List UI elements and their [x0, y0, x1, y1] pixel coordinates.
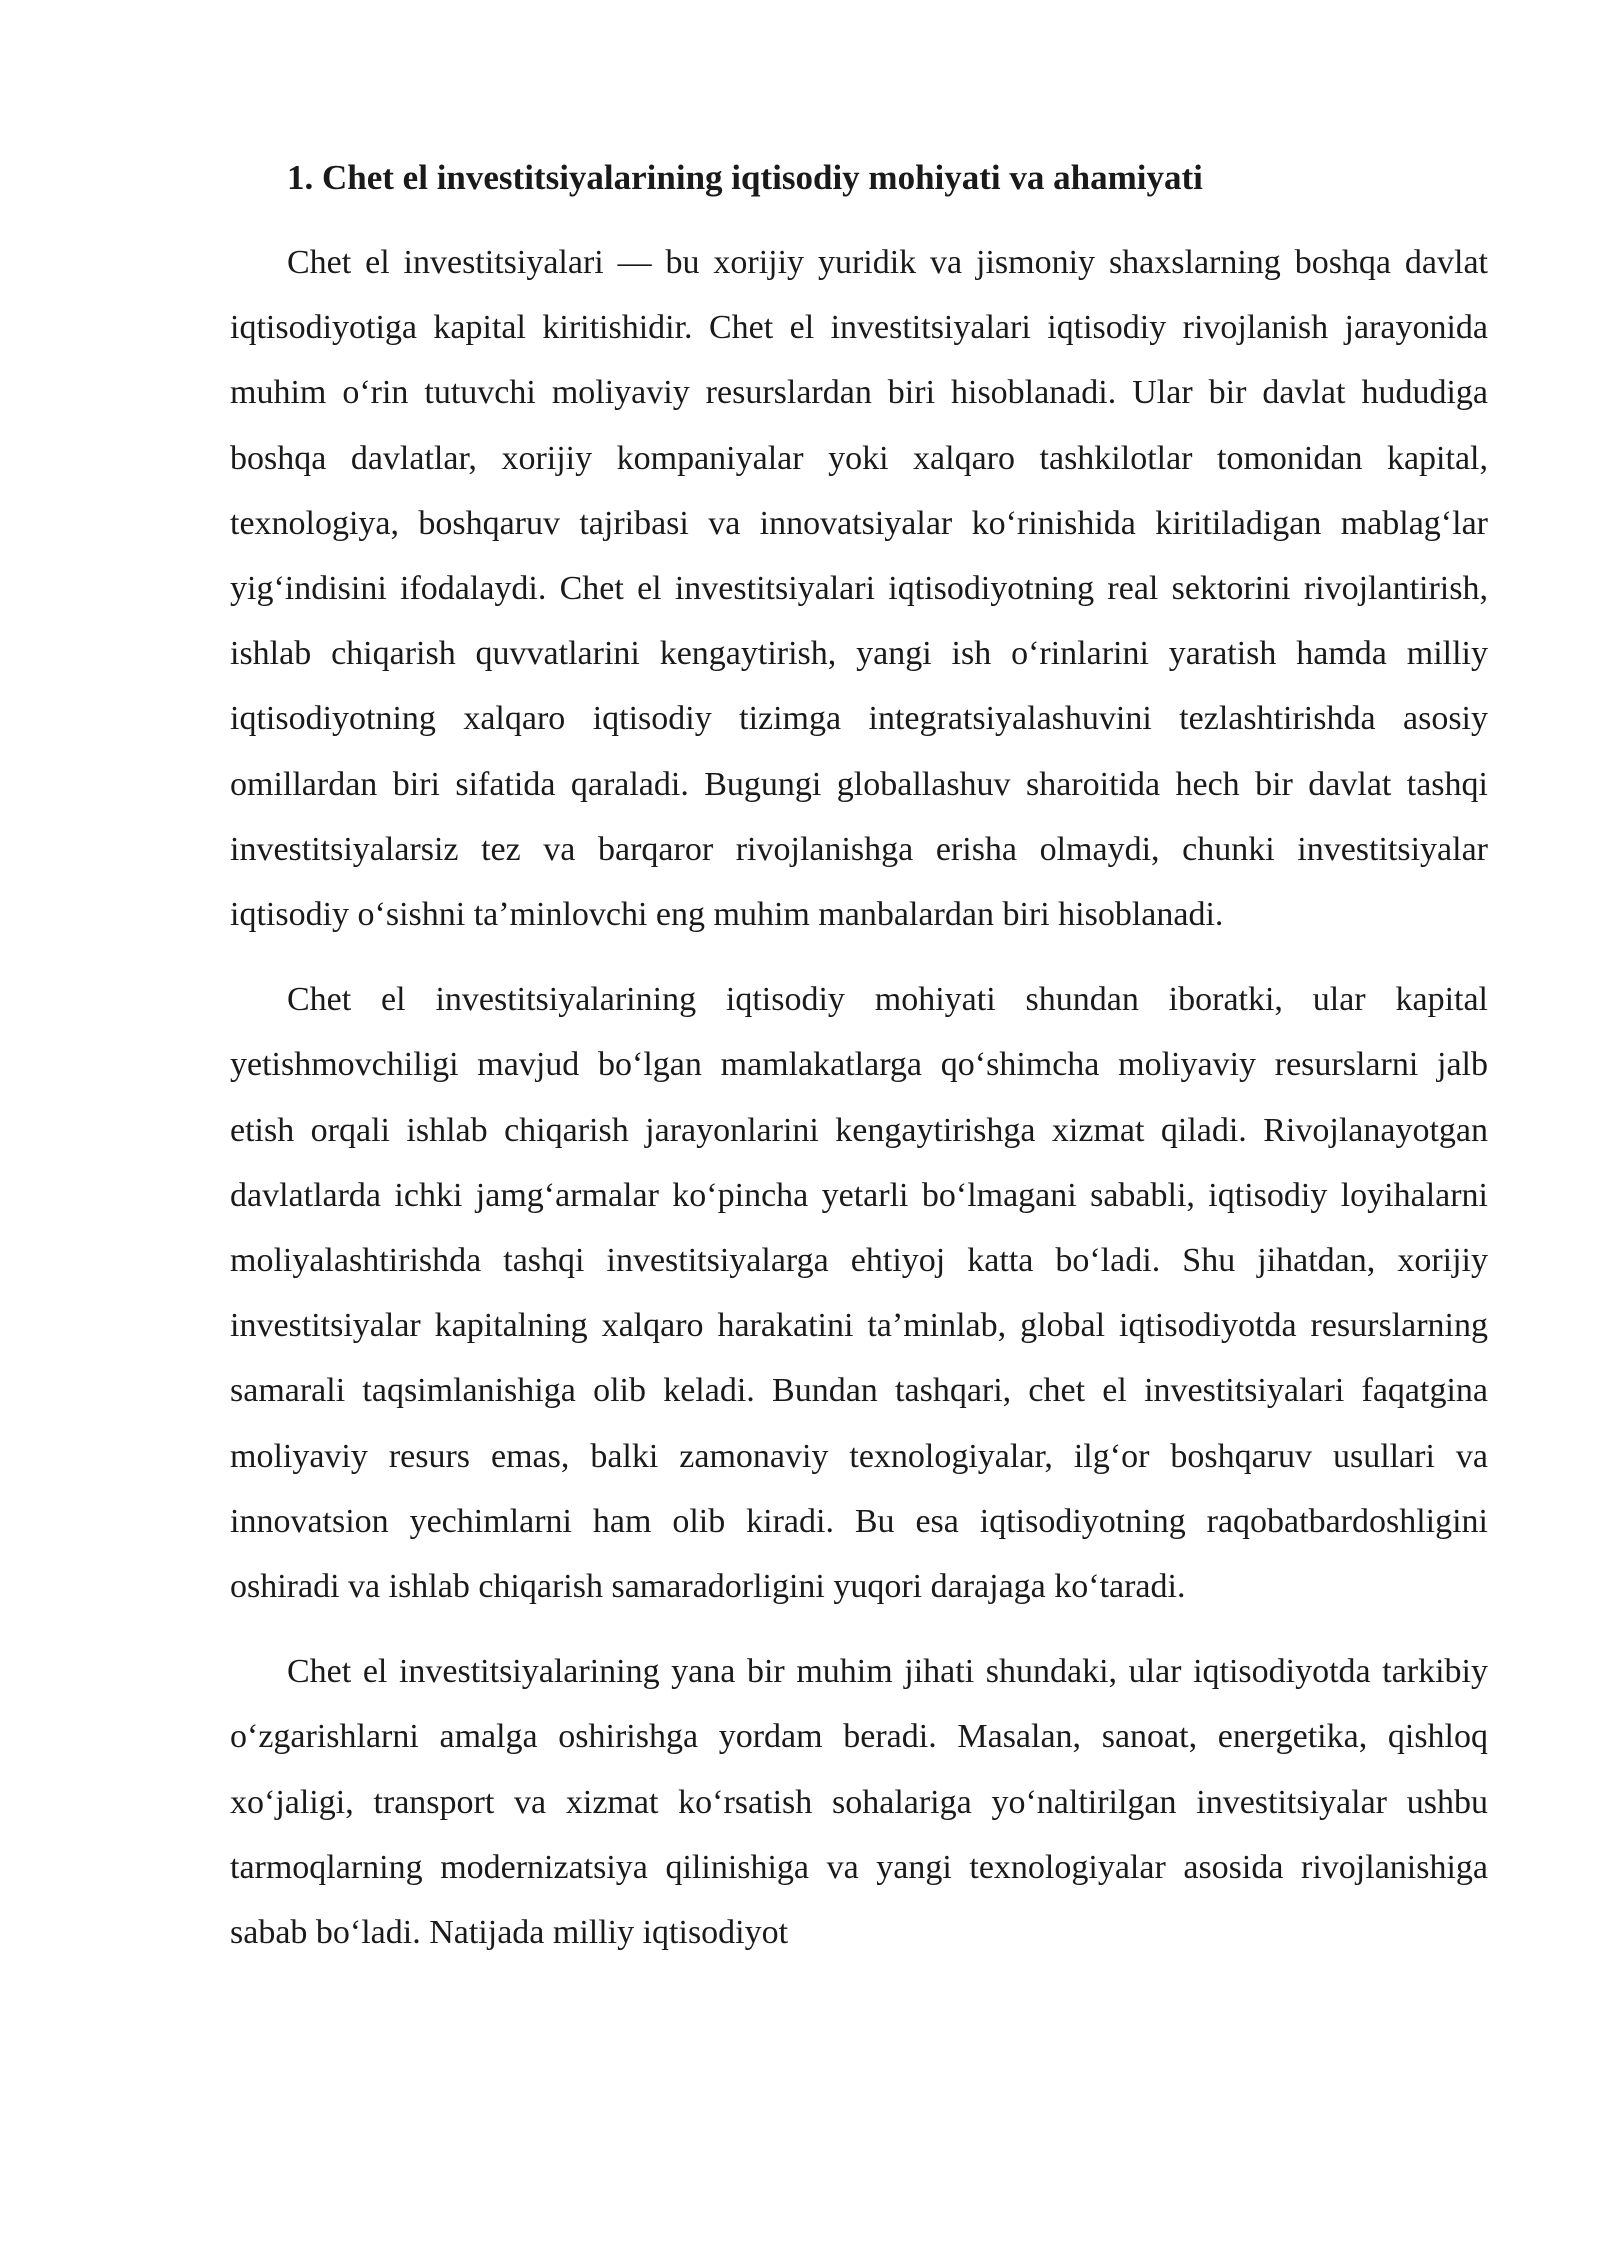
section-heading: 1. Chet el investitsiyalarining iqtisodiy mohiyati va ahamiyati [287, 158, 1203, 197]
paragraph: Chet el investitsiyalari — bu xorijiy yuridik va jismoniy shaxslarning boshqa davlat iqtisodiyotiga kapital kiritishidir. Chet el investitsiyalari iqtisodiy rivojlanish jarayonida muhim oʻrin tutuvchi moliyaviy resurslardan biri hisoblanadi. Ular bir davlat hududiga boshqa davlatlar, xorijiy kompaniyalar yoki xalqaro tashkilotlar tomonidan kapital, texnologiya, boshqaruv tajribasi va innovatsiyalar koʻrinishida kiritiladigan mablagʻlar yigʻindisini ifodalaydi. Chet el investitsiyalari iqtisodiyotning real sektorini rivojlantirish, ishlab chiqarish quvvatlarini kengaytirish, yangi ish oʻrinlarini yaratish hamda milliy iqtisodiyotning xalqaro iqtisodiy tizimga integratsiyalashuvini tezlashtirishda asosiy omillardan biri sifatida qaraladi. Bugungi globallashuv sharoitida hech bir davlat tashqi investitsiyalarsiz tez va barqaror rivojlanishga erisha olmaydi, chunki investitsiyalar iqtisodiy oʻsishni taʼminlovchi eng muhim manbalardan biri hisoblanadi. [230, 244, 1488, 934]
document-body [230, 150, 1488, 1985]
paragraph: Chet el investitsiyalarining yana bir muhim jihati shundaki, ular iqtisodiyotda tarkibiy oʻzgarishlarni amalga oshirishga yordam beradi. Masalan, sanoat, energetika, qishloq xoʻjaligi, transport va xizmat koʻrsatish sohalariga yoʻnaltirilgan investitsiyalar ushbu tarmoqlarning modernizatsiya qilinishiga va yangi texnologiyalar asosida rivojlanishiga sabab boʻladi. Natijada milliy iqtisodiyot [230, 1653, 1488, 1952]
paragraph: Chet el investitsiyalarining iqtisodiy mohiyati shundan iboratki, ular kapital yetishmovchiligi mavjud boʻlgan mamlakatlarga qoʻshimcha moliyaviy resurslarni jalb etish orqali ishlab chiqarish jarayonlarini kengaytirishga xizmat qiladi. Rivojlanayotgan davlatlarda ichki jamgʻarmalar koʻpincha yetarli boʻlmagani sababli, iqtisodiy loyihalarni moliyalashtirishda tashqi investitsiyalarga ehtiyoj katta boʻladi. Shu jihatdan, xorijiy investitsiyalar kapitalning xalqaro harakatini taʼminlab, global iqtisodiyotda resurslarning samarali taqsimlanishiga olib keladi. Bundan tashqari, chet el investitsiyalari faqatgina moliyaviy resurs emas, balki zamonaviy texnologiyalar, ilgʻor boshqaruv usullari va innovatsion yechimlarni ham olib kiradi. Bu esa iqtisodiyotning raqobatbardoshligini oshiradi va ishlab chiqarish samaradorligini yuqori darajaga koʻtaradi. [230, 981, 1488, 1606]
